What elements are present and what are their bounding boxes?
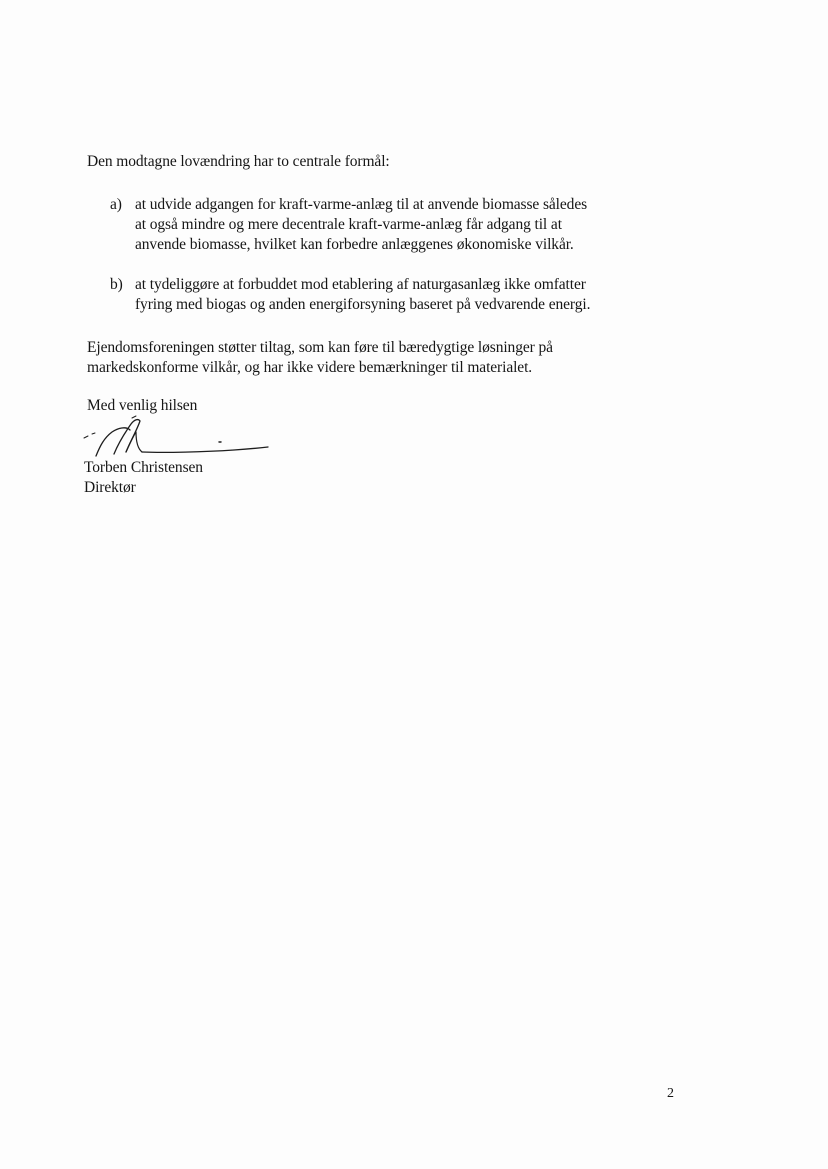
greeting: Med venlig hilsen: [87, 397, 198, 414]
signer-name: Torben Christensen: [84, 459, 203, 476]
closing-line-2: markedskonforme vilkår, og har ikke videre bemærkninger til materialet.: [87, 359, 533, 376]
list-item-b-line-1: at tydeliggøre at forbuddet mod etablering af naturgasanlæg ikke omfatter: [135, 276, 586, 293]
list-item-a-line-2: at også mindre og mere decentrale kraft-varme-anlæg får adgang til at: [135, 216, 562, 233]
closing-paragraph: [87, 338, 553, 378]
list-item-b-line-2: fyring med biogas og anden energiforsyning baseret på vedvarende energi.: [135, 296, 591, 313]
list-marker-a: a): [110, 196, 122, 213]
signer-title: Direktør: [84, 479, 136, 496]
closing-line-1: Ejendomsforeningen støtter tiltag, som kan føre til bæredygtige løsninger på: [87, 339, 553, 356]
list-item-a-text: [135, 195, 587, 255]
page-number: 2: [667, 1086, 674, 1101]
handwritten-signature: [74, 412, 274, 464]
list-item-a-line-1: at udvide adgangen for kraft-varme-anlæg til at anvende biomasse således: [135, 196, 588, 213]
list-item-b-text: [135, 275, 590, 315]
intro-paragraph: Den modtagne lovændring har to centrale formål:: [87, 153, 390, 170]
list-item-a-line-3: anvende biomasse, hvilket kan forbedre anlæggenes økonomiske vilkår.: [135, 236, 574, 253]
list-marker-b: b): [110, 276, 123, 293]
